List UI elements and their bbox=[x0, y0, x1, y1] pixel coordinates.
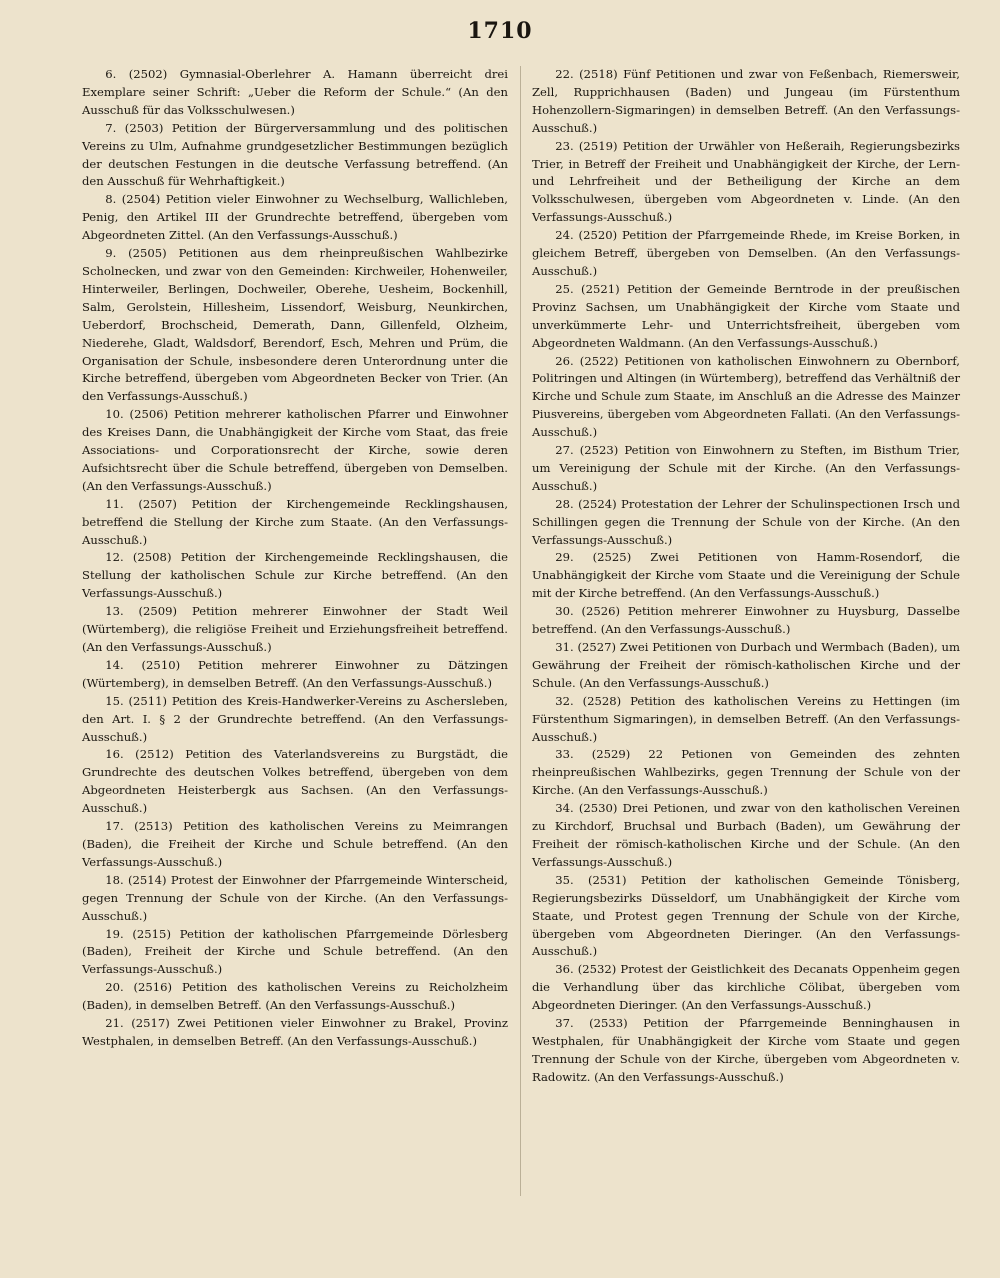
petition-entry: 27. (2523) Petition von Einwohnern zu Steften, im Bisthum Trier, um Vereinigung der Schule mit der Kirche. (An den Verfassungs-Ausschuß.) bbox=[532, 443, 960, 493]
petition-entry: 34. (2530) Drei Petionen, und zwar von den katholischen Vereinen zu Kirchdorf, Bruchsal und Burbach (Baden), um Gewährung der Freiheit der römisch-katholischen Kirche und der Schule. (An den Verfassungs-Ausschuß.) bbox=[532, 801, 960, 869]
petition-entry: 24. (2520) Petition der Pfarrgemeinde Rhede, im Kreise Borken, in gleichem Betreff, übergeben von Demselben. (An den Verfassungs-Ausschuß.) bbox=[532, 228, 960, 278]
petition-entry: 10. (2506) Petition mehrerer katholischen Pfarrer und Einwohner des Kreises Dann, die Unabhängigkeit der Kirche vom Staat, das freie Associations- und Corporationsrecht der Kirche, sowie deren Aufsichtsrecht über die Schule betreffend, übergeben von Demselben. (An den Verfassungs-Ausschuß.) bbox=[82, 407, 508, 493]
petition-entry: 16. (2512) Petition des Vaterlandsvereins zu Burgstädt, die Grundrechte des deutschen Volkes betreffend, übergeben von dem Abgeordneten Heisterbergk aus Sachsen. (An den Verfassungs-Ausschuß.) bbox=[82, 747, 508, 816]
petition-entry: 28. (2524) Protestation der Lehrer der Schulinspectionen Irsch und Schillingen gegen die Trennung der Schule von der Kirche. (An den Verfassungs-Ausschuß.) bbox=[532, 496, 960, 547]
petition-entry: 7. (2503) Petition der Bürgerversammlung und des politischen Vereins zu Ulm, Aufnahme grundgesetzlicher Bestimmungen bezüglich der deutschen Festungen in die deutsche Verfassung betreffend. (An den Ausschuß für Wehrhaftigkeit.) bbox=[82, 120, 508, 189]
petition-entry: 25. (2521) Petition der Gemeinde Berntrode in der preußischen Provinz Sachsen, um Unabhängigkeit der Kirche vom Staate und unverkümmerte Lehr- und Unterrichtsfreiheit, übergeben vom Abgeordneten Waldmann. (An den Verfassungs-Ausschuß.) bbox=[532, 281, 960, 350]
petition-entry: 21. (2517) Zwei Petitionen vieler Einwohner zu Brakel, Provinz Westphalen, in demselben Betreff. (An den Verfassungs-Ausschuß.) bbox=[82, 1016, 508, 1048]
petition-entry: 30. (2526) Petition mehrerer Einwohner zu Huysburg, Dasselbe betreffend. (An den Verfassungs-Ausschuß.) bbox=[532, 604, 960, 637]
page-number: 1710 bbox=[467, 18, 533, 44]
petition-entry: 14. (2510) Petition mehrerer Einwohner zu Dätzingen (Würtemberg), in demselben Betreff. (An den Verfassungs-Ausschuß.) bbox=[82, 657, 508, 690]
petition-entry: 13. (2509) Petition mehrerer Einwohner der Stadt Weil (Würtemberg), die religiöse Freiheit und Erziehungsfreiheit betreffend. (An den Verfassungs-Ausschuß.) bbox=[82, 604, 508, 654]
petition-entry: 12. (2508) Petition der Kirchengemeinde Recklingshausen, die Stellung der katholischen Schule zur Kirche betreffend. (An den Verfassungs-Ausschuß.) bbox=[82, 550, 508, 601]
petition-entry: 37. (2533) Petition der Pfarrgemeinde Benninghausen in Westphalen, für Unabhängigkeit der Kirche vom Staate und gegen Trennung der Schule von der Kirche, übergeben vom Abgeordneten v. Radowitz. (An den Verfassungs-Ausschuß.) bbox=[532, 1016, 960, 1084]
petition-entry: 32. (2528) Petition des katholischen Vereins zu Hettingen (im Fürstenthum Sigmaringen), in demselben Betreff. (An den Verfassungs-Ausschuß.) bbox=[532, 693, 960, 744]
petition-entry: 33. (2529) 22 Petionen von Gemeinden des zehnten rheinpreußischen Wahlbezirks, gegen Trennung der Schule von der Kirche. (An den Verfassungs-Ausschuß.) bbox=[532, 747, 960, 798]
petition-entry: 26. (2522) Petitionen von katholischen Einwohnern zu Obernborf, Politringen und Altingen (in Würtemberg), betreffend das Verhältniß der Kirche und Schule zum Staate, im Anschluß an die Adresse des Mainzer Piusvereins, übergeben vom Abgeordneten Fallati. (An den Verfassungs-Ausschuß.) bbox=[532, 353, 960, 440]
petition-entry: 9. (2505) Petitionen aus dem rheinpreußischen Wahlbezirke Scholnecken, und zwar von den Gemeinden: Kirchweiler, Hohenweiler, Hinterweiler, Berlingen, Dochweiler, Oberehe, Uesheim, Bockenhill, Salm, Gerolstein, Hillesheim, Lissendorf, Weisburg, Neunkirchen, Ueberdorf, Brochscheid, Demerath, Dann, Gillenfeld, Olzheim, Niederehe, Gladt, Waldsdorf, Berendorf, Esch, Mehren und Prüm, die Organisation der Schule, insbesondere deren Unterordnung unter die Kirche betreffend, übergeben vom Abgeordneten Becker von Trier. (An den Verfassungs-Ausschuß.) bbox=[82, 246, 508, 404]
petition-entry: 35. (2531) Petition der katholischen Gemeinde Tönisberg, Regierungsbezirks Düsseldorf, um Unabhängigkeit der Kirche vom Staate, und Protest gegen Trennung der Schule von der Kirche, übergeben vom Abgeordneten Dieringer. (An den Verfassungs-Ausschuß.) bbox=[532, 872, 960, 959]
petition-entry: 19. (2515) Petition der katholischen Pfarrgemeinde Dörlesberg (Baden), Freiheit der Kirche und Schule betreffend. (An den Verfassungs-Ausschuß.) bbox=[82, 926, 508, 977]
petition-entry: 11. (2507) Petition der Kirchengemeinde Recklingshausen, betreffend die Stellung der Kirche zum Staate. (An den Verfassungs-Ausschuß.) bbox=[82, 496, 508, 547]
right-column bbox=[532, 66, 960, 1087]
petition-entry: 8. (2504) Petition vieler Einwohner zu Wechselburg, Wallichleben, Penig, den Artikel III der Grundrechte betreffend, übergeben vom Abgeordneten Zittel. (An den Verfassungs-Ausschuß.) bbox=[82, 192, 508, 243]
petition-entry: 22. (2518) Fünf Petitionen und zwar von Feßenbach, Riemersweir, Zell, Rupprichhausen (Baden) und Jungeau (im Fürstenthum Hohenzollern-Sigmaringen) in demselben Betreff. (An den Verfassungs-Ausschuß.) bbox=[532, 67, 960, 135]
petition-entry: 36. (2532) Protest der Geistlichkeit des Decanats Oppenheim gegen die Verhandlung über das kirchliche Cölibat, übergeben vom Abgeordneten Dieringer. (An den Verfassungs-Ausschuß.) bbox=[532, 962, 960, 1013]
petition-entry: 29. (2525) Zwei Petitionen von Hamm-Rosendorf, die Unabhängigkeit der Kirche vom Staate und die Vereinigung der Schule mit der Kirche betreffend. (An den Verfassungs-Ausschuß.) bbox=[532, 550, 960, 601]
petition-entry: 18. (2514) Protest der Einwohner der Pfarrgemeinde Winterscheid, gegen Trennung der Schule von der Kirche. (An den Verfassungs-Ausschuß.) bbox=[82, 872, 508, 923]
left-column bbox=[82, 66, 508, 1051]
column-divider bbox=[520, 66, 521, 1196]
petition-entry: 15. (2511) Petition des Kreis-Handwerker-Vereins zu Aschersleben, den Art. I. § 2 der Grundrechte betreffend. (An den Verfassungs-Ausschuß.) bbox=[82, 693, 508, 744]
petition-entry: 23. (2519) Petition der Urwähler von Heßeraih, Regierungsbezirks Trier, in Betreff der Freiheit und Unabhängigkeit der Kirche, der Lern- und Lehrfreiheit und der Betheiligung der Kirche an dem Volksschulwesen, übergeben vom Abgeordneten v. Linde. (An den Verfassungs-Ausschuß.) bbox=[532, 138, 960, 225]
petition-entry: 20. (2516) Petition des katholischen Vereins zu Reicholzheim (Baden), in demselben Betreff. (An den Verfassungs-Ausschuß.) bbox=[82, 980, 508, 1013]
petition-entry: 6. (2502) Gymnasial-Oberlehrer A. Hamann überreicht drei Exemplare seiner Schrift: „Ueber die Reform der Schule.“ (An den Ausschuß für das Volksschulwesen.) bbox=[82, 67, 508, 117]
petition-entry: 17. (2513) Petition des katholischen Vereins zu Meimrangen (Baden), die Freiheit der Kirche und Schule betreffend. (An den Verfassungs-Ausschuß.) bbox=[82, 819, 508, 869]
petition-entry: 31. (2527) Zwei Petitionen von Durbach und Wermbach (Baden), um Gewährung der Freiheit der römisch-katholischen Kirche und der Schule. (An den Verfassungs-Ausschuß.) bbox=[532, 640, 960, 690]
